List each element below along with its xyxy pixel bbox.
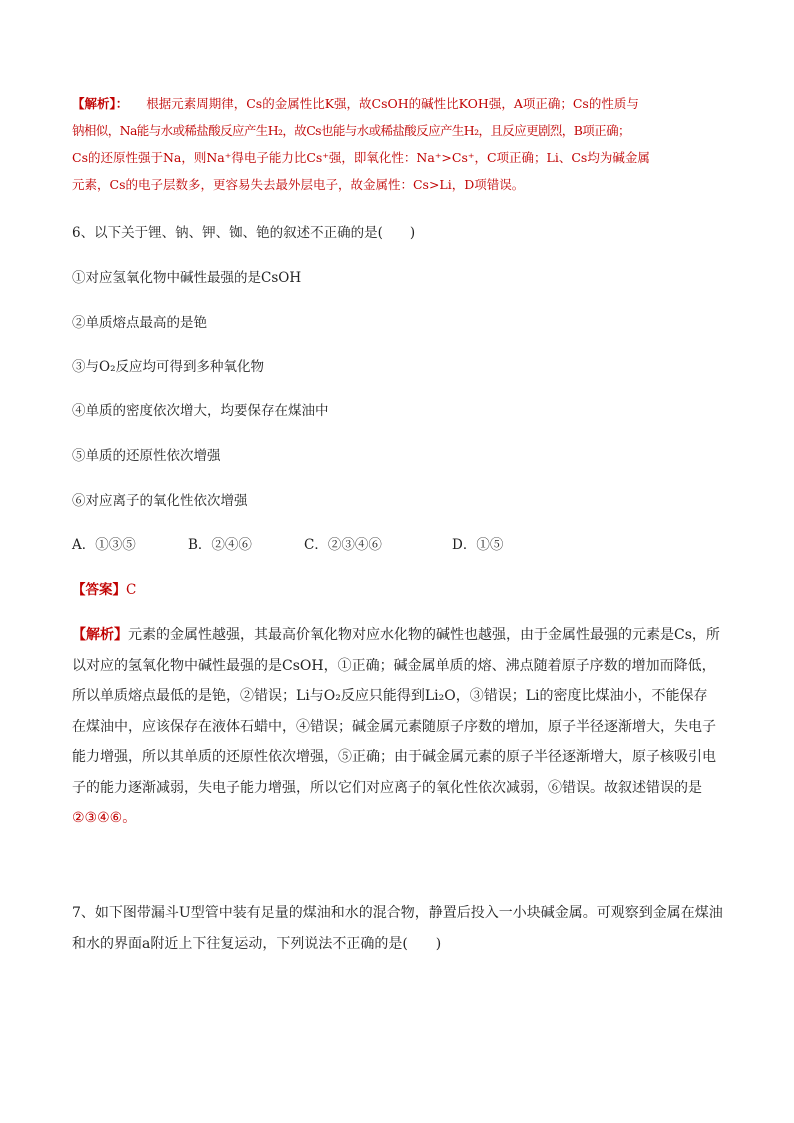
analysis-text: 根据元素周期律，Cs的金属性比K强，故CsOH的碱性比KOH强，A项正确；Cs的性质与 xyxy=(146,96,639,111)
question-7-line: 7、如下图带漏斗U型管中装有足量的煤油和水的混合物，静置后投入一小块碱金属。可观察到金属在煤油 xyxy=(72,905,723,921)
option-a: A．①③⑤ xyxy=(72,537,136,553)
option-d: D．①⑤ xyxy=(452,537,504,553)
analysis-tag: 【解析】： xyxy=(72,96,129,111)
question-6-item-2: ②单质熔点最高的是铯 xyxy=(72,315,207,331)
question-6-item-1: ①对应氢氧化物中碱性最强的是CsOH xyxy=(72,270,302,286)
option-c: C．②③④⑥ xyxy=(304,537,382,553)
option-b: B．②④⑥ xyxy=(188,537,252,553)
question-6-item-3: ③与O₂反应均可得到多种氧化物 xyxy=(72,359,264,375)
analysis-line xyxy=(72,90,722,117)
analysis-tag: 【解析】 xyxy=(72,627,128,643)
question-6-item-6: ⑥对应离子的氧化性依次增强 xyxy=(72,493,248,509)
analysis-text: 元素的金属性越强，其最高价氧化物对应水化物的碱性也越强，由于金属性最强的元素是Cs，所 xyxy=(128,627,720,643)
analysis-block-1 xyxy=(72,90,722,198)
analysis-block-2 xyxy=(72,620,722,834)
analysis-line: 所以单质熔点最低的是铯，②错误；Li与O₂反应只能得到Li₂O，③错误；Li的密度比煤油小，不能保存 xyxy=(72,688,708,704)
question-7-stem xyxy=(72,898,722,959)
answer-tag: 【答案】 xyxy=(72,582,126,598)
answer-value: C xyxy=(126,582,137,598)
analysis-line: 在煤油中，应该保存在液体石蜡中，④错误；碱金属元素随原子序数的增加，原子半径逐渐增大，失电子 xyxy=(72,718,716,735)
question-7-line: 和水的界面a附近上下往复运动，下列说法不正确的是( ) xyxy=(72,935,442,952)
analysis-line: 元素，Cs的电子层数多，更容易失去最外层电子，故金属性：Cs>Li，D项错误。 xyxy=(72,177,525,192)
analysis-line: 以对应的氢氧化物中碱性最强的是CsOH，①正确；碱金属单质的熔、沸点随着原子序数的增加而降低， xyxy=(72,657,716,674)
question-6-item-5: ⑤单质的还原性依次增强 xyxy=(72,448,221,464)
analysis-line xyxy=(72,620,722,651)
question-6-item-4: ④单质的密度依次增大，均要保存在煤油中 xyxy=(72,403,329,419)
analysis-line: ②③④⑥。 xyxy=(72,810,137,826)
analysis-line: 能力增强，所以其单质的还原性依次增强，⑤正确；由于碱金属元素的原子半径逐渐增大，原子核吸引电 xyxy=(72,749,716,765)
question-6-stem: 6、以下关于锂、钠、钾、铷、铯的叙述不正确的是( ) xyxy=(72,225,416,241)
analysis-line: Cs的还原性强于Na，则Na⁺得电子能力比Cs⁺强，即氧化性：Na⁺>Cs⁺，C项正确；Li、Cs均为碱金属 xyxy=(72,150,650,165)
answer-line xyxy=(72,579,722,601)
analysis-line: 钠相似，Na能与水或稀盐酸反应产生H₂，故Cs也能与水或稀盐酸反应产生H₂，且反应更剧烈，B项正确； xyxy=(72,123,630,138)
analysis-line: 子的能力逐渐减弱，失电子能力增强，所以它们对应离子的氧化性依次减弱，⑥错误。故叙述错误的是 xyxy=(72,779,702,796)
